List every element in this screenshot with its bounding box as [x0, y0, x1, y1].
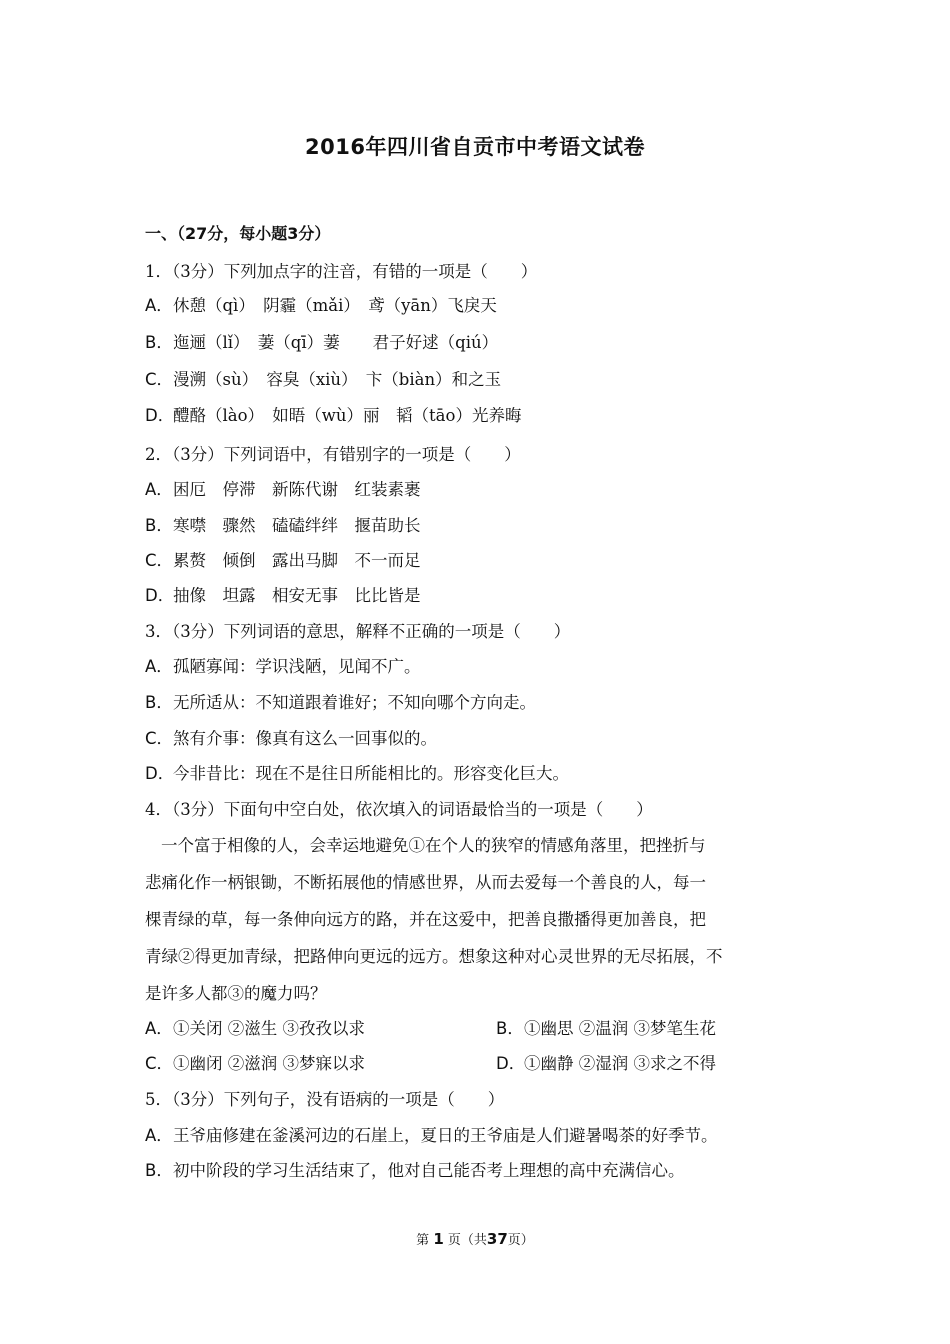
question-3-stem: 3．（3分）下列词语的意思，解释不正确的一项是（ ） [145, 622, 571, 641]
passage-line: 棵青绿的草，每一条伸向远方的路，并在这爱中，把善良撒播得更加善良，把 [145, 910, 706, 929]
total-page-number: 37 [486, 1230, 508, 1248]
passage-line: 青绿②得更加青绿，把路伸向更远的远方。想象这种对心灵世界的无尽拓展，不 [145, 947, 723, 966]
question-3-option-c: C．煞有介事：像真有这么一回事似的。 [145, 729, 437, 748]
question-1-option-d: D．醴酪（lào） 如晤（wù）丽 韬（tāo）光养晦 [145, 406, 522, 425]
question-1-option-a: A．休憩（qì） 阴霾（mǎi） 鸢（yān）飞戾天 [145, 296, 497, 315]
passage-line: 是许多人都③的魔力吗？ [145, 984, 327, 1003]
question-4-option-a: A．①关闭 ②滋生 ③孜孜以求 [145, 1019, 365, 1038]
question-1-option-b: B．迤逦（lǐ） 萋（qī）萋 君子好逑（qiú） [145, 333, 499, 352]
question-4-option-d: D．①幽静 ②湿润 ③求之不得 [496, 1054, 716, 1073]
question-4-option-b: B．①幽思 ②温润 ③梦笔生花 [496, 1019, 716, 1038]
passage-line: 悲痛化作一柄银锄，不断拓展他的情感世界，从而去爱每一个善良的人，每一 [145, 873, 706, 892]
page-footer: 第 1 页（共37页） [416, 1230, 534, 1248]
question-1-stem: 1．（3分）下列加点字的注音，有错的一项是（ ） [145, 262, 538, 281]
section-heading: 一、（27分，每小题3分） [145, 224, 331, 243]
current-page-number: 1 [433, 1230, 444, 1248]
passage-line: 一个富于相像的人，会幸运地避免①在个人的狭窄的情感角落里，把挫折与 [161, 836, 706, 855]
question-5-stem: 5．（3分）下列句子，没有语病的一项是（ ） [145, 1090, 505, 1109]
question-2-stem: 2．（3分）下列词语中，有错别字的一项是（ ） [145, 445, 521, 464]
question-2-option-a: A．困厄 停滞 新陈代谢 红装素裹 [145, 480, 421, 499]
question-3-option-b: B．无所适从：不知道跟着谁好；不知向哪个方向走。 [145, 693, 536, 712]
question-3-option-d: D．今非昔比：现在不是往日所能相比的。形容变化巨大。 [145, 764, 569, 783]
question-2-option-b: B．寒噤 骤然 磕磕绊绊 揠苗助长 [145, 516, 421, 535]
question-2-option-c: C．累赘 倾倒 露出马脚 不一而足 [145, 551, 421, 570]
question-5-option-a: A．王爷庙修建在釜溪河边的石崖上，夏日的王爷庙是人们避暑喝茶的好季节。 [145, 1126, 718, 1145]
page-title: 2016年四川省自贡市中考语文试卷 [305, 135, 645, 159]
question-4-stem: 4．（3分）下面句中空白处，依次填入的词语最恰当的一项是（ ） [145, 800, 653, 819]
question-3-option-a: A．孤陋寡闻：学识浅陋，见闻不广。 [145, 657, 421, 676]
question-2-option-d: D．抽像 坦露 相安无事 比比皆是 [145, 586, 421, 605]
question-5-option-b: B．初中阶段的学习生活结束了，他对自己能否考上理想的高中充满信心。 [145, 1161, 685, 1180]
question-1-option-c: C．漫溯（sù） 容臭（xiù） 卞（biàn）和之玉 [145, 370, 502, 389]
question-4-option-c: C．①幽闭 ②滋润 ③梦寐以求 [145, 1054, 365, 1073]
